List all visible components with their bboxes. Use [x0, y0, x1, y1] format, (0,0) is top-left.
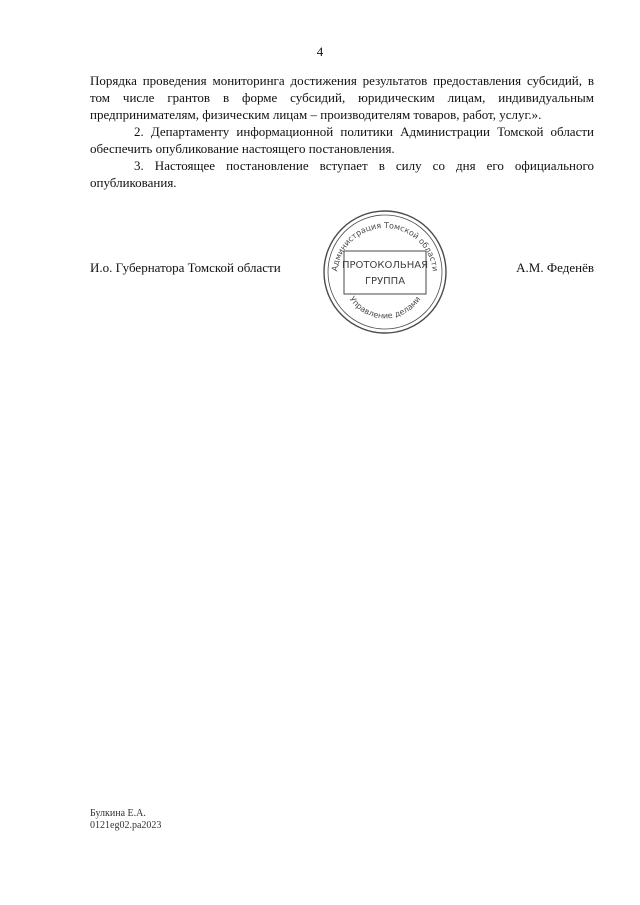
- footer: [90, 808, 161, 832]
- paragraph-continuation: Порядка проведения мониторинга достижения результатов предоставления субсидий, в том числе грантов в форме субсидий, юридическим лицам, индивидуальным предпринимателям, физическим лицам – производителям товаров, работ, услуг.».: [90, 73, 594, 122]
- stamp-outer-text-top: Администрация Томской области: [330, 220, 440, 272]
- svg-text:Управление делами: [348, 295, 423, 321]
- stamp-inner-line-1: ПРОТОКОЛЬНАЯ: [341, 260, 429, 271]
- signatory-position: И.о. Губернатора Томской области: [90, 260, 281, 275]
- official-stamp: [318, 208, 452, 336]
- document-body: [90, 72, 594, 191]
- page-number: 4: [316, 44, 324, 59]
- document-code: 0121eg02.pa2023: [90, 820, 162, 831]
- stamp-inner-line-2: ГРУППА: [364, 276, 406, 287]
- paragraph-3: 3. Настоящее постановление вступает в силу со дня его официального опубликования.: [90, 158, 594, 190]
- stamp-outer-text-bottom: Управление делами: [347, 294, 423, 321]
- signatory-name: А.М. Феденёв: [516, 260, 594, 275]
- executor-name: Булкина Е.А.: [90, 808, 146, 819]
- paragraph-2: 2. Департаменту информационной политики Администрации Томской области обеспечить опубликование настоящего постановления.: [90, 124, 594, 156]
